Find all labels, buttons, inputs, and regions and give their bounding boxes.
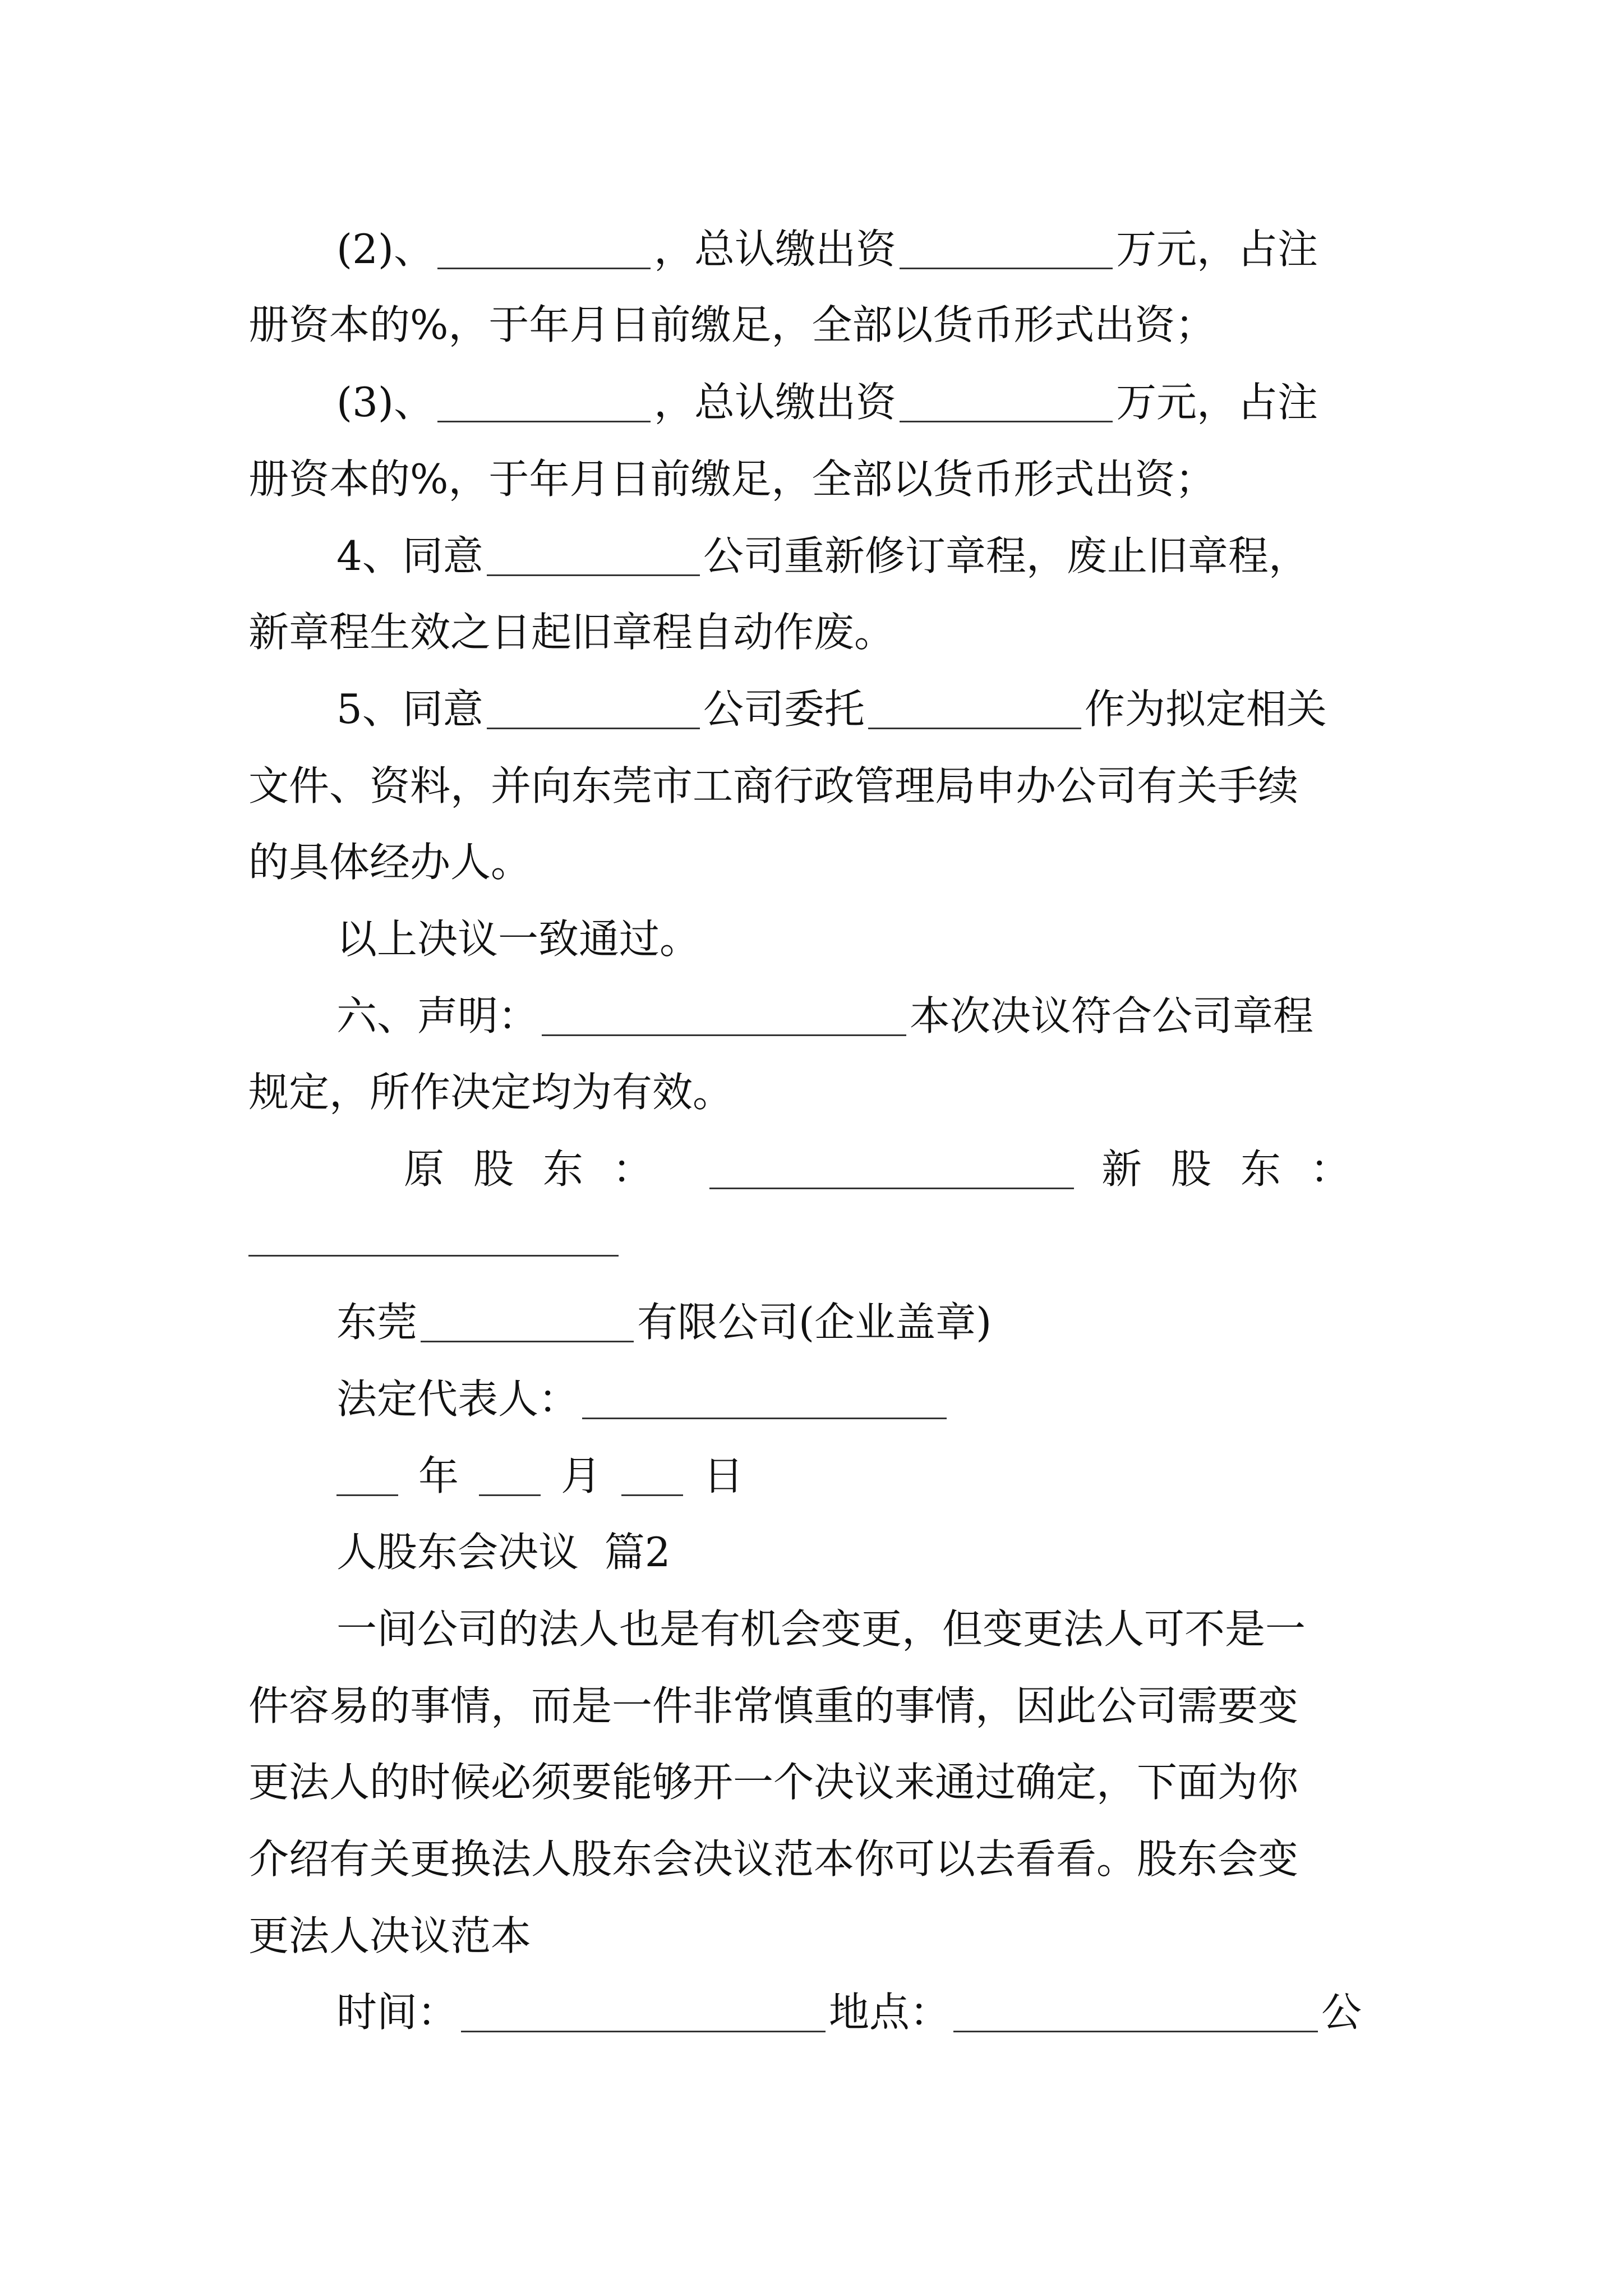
item-number: (3)、 <box>336 379 434 426</box>
declaration-line-2: 规定，所作决定均为有效。 <box>248 1069 734 1116</box>
company-prefix: 东莞 <box>336 1299 418 1346</box>
new-shareholder-blank <box>248 1255 619 1257</box>
company-name-blank <box>487 541 700 576</box>
place-label: 地点： <box>829 1989 951 2036</box>
time-place-line <box>336 1982 1362 2036</box>
section-2-line-5: 更法人决议范本 <box>248 1912 532 1959</box>
month-label: 月 <box>561 1452 602 1499</box>
year-blank <box>336 1461 398 1496</box>
day-blank <box>621 1461 683 1496</box>
company-name-blank <box>487 694 700 729</box>
section-2-line-3: 更法人的时候必须要能够开一个决议来通过确定，下面为你 <box>248 1759 1299 1806</box>
time-blank <box>461 1997 826 2032</box>
section-2-line-4: 介绍有关更换法人股东会决议范本你可以去看看。股东会变 <box>248 1835 1299 1883</box>
shareholder-2-line-2: 册资本的%，于年月日前缴足，全部以货币形式出资； <box>248 301 1216 348</box>
time-label: 时间： <box>336 1989 458 2036</box>
date-line <box>336 1446 760 1499</box>
declaration-text: 本次决议符合公司章程 <box>910 992 1314 1039</box>
company-name-blank <box>421 1307 634 1342</box>
shareholder-name-blank <box>437 387 651 422</box>
place-blank <box>953 1997 1318 2032</box>
unit-text: 万元，占注 <box>1116 226 1318 273</box>
declaration-blank <box>542 1001 906 1036</box>
signature-row <box>404 1139 1380 1193</box>
capital-amount-blank <box>900 234 1113 269</box>
item-5-prefix: 5、同意 <box>336 685 483 733</box>
item-5-mid: 公司委托 <box>703 685 865 733</box>
item-4-line-2: 新章程生效之日起旧章程自动作废。 <box>248 609 895 656</box>
shareholder-2-line <box>336 219 1318 273</box>
company-suffix: 有限公司(企业盖章) <box>637 1299 992 1346</box>
day-label: 日 <box>703 1452 744 1499</box>
month-blank <box>479 1461 541 1496</box>
item-5-line <box>336 679 1327 733</box>
line-tail-text: 公 <box>1321 1989 1362 2036</box>
declaration-line <box>336 986 1314 1039</box>
legal-rep-blank <box>582 1384 947 1419</box>
unanimous-statement: 以上决议一致通过。 <box>336 915 700 963</box>
old-shareholder-blank <box>709 1154 1074 1189</box>
declaration-label: 六、声明： <box>336 992 539 1039</box>
item-4-line <box>336 526 1309 579</box>
company-seal-line <box>336 1292 992 1346</box>
item-number: (2)、 <box>336 226 434 273</box>
legal-representative-line <box>336 1369 950 1423</box>
item-5-line-3: 的具体经办人。 <box>248 839 532 886</box>
agent-name-blank <box>868 694 1081 729</box>
section-2-line-1: 一间公司的法人也是有机会变更，但变更法人可不是一 <box>336 1605 1306 1653</box>
section-2-title: 人股东会决议 篇2 <box>336 1529 671 1576</box>
legal-rep-label: 法定代表人： <box>336 1375 579 1423</box>
subscribed-capital-label: ，总认缴出资 <box>654 226 897 273</box>
shareholder-3-line-2: 册资本的%，于年月日前缴足，全部以货币形式出资； <box>248 455 1216 503</box>
subscribed-capital-label: ，总认缴出资 <box>654 379 897 426</box>
unit-text: 万元，占注 <box>1116 379 1318 426</box>
item-4-prefix: 4、同意 <box>336 532 483 579</box>
item-5-line-2: 文件、资料，并向东莞市工商行政管理局申办公司有关手续 <box>248 762 1299 809</box>
old-shareholder-label: 原股东： <box>404 1145 683 1193</box>
capital-amount-blank <box>900 387 1113 422</box>
shareholder-name-blank <box>437 234 651 269</box>
new-shareholder-label: 新股东： <box>1101 1145 1380 1193</box>
section-2-line-2: 件容易的事情，而是一件非常慎重的事情，因此公司需要变 <box>248 1682 1299 1729</box>
year-label: 年 <box>418 1452 459 1499</box>
shareholder-3-line <box>336 372 1318 426</box>
item-5-text: 作为拟定相关 <box>1084 685 1327 733</box>
item-4-text: 公司重新修订章程，废止旧章程， <box>703 532 1309 579</box>
